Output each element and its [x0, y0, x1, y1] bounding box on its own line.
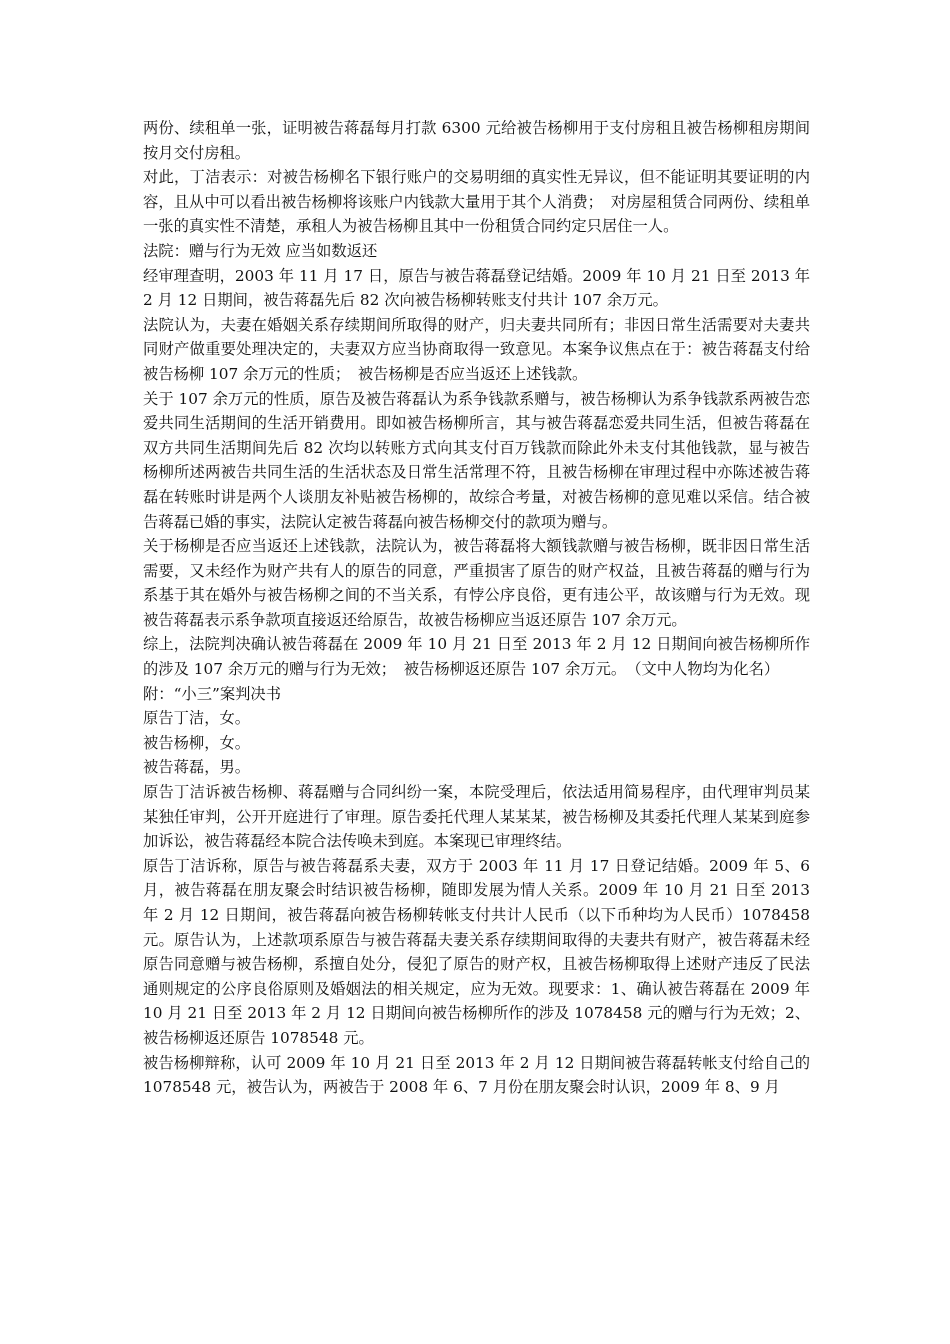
paragraph: 法院认为，夫妻在婚姻关系存续期间所取得的财产，归夫妻共同所有；非因日常生活需要对夫妻共同财产做重要处理决定的，夫妻双方应当协商取得一致意见。本案争议焦点在于：被告蒋磊支付给被告杨柳 107 余万元的性质； 被告杨柳是否应当返还上述钱款。: [143, 315, 810, 383]
paragraph: 被告杨柳辩称，认可 2009 年 10 月 21 日至 2013 年 2 月 12 日期间被告蒋磊转帐支付给自己的 1078548 元，被告认为，两被告于 2008 年 6、7 月份在朋友聚会时认识，2009 年 8、9 月: [143, 1053, 810, 1097]
paragraph: 对此，丁洁表示：对被告杨柳名下银行账户的交易明细的真实性无异议，但不能证明其要证明的内容，且从中可以看出被告杨柳将该账户内钱款大量用于其个人消费； 对房屋租赁合同两份、续租单一张的真实性不清楚，承租人为被告杨柳且其中一份租赁合同约定只居住一人。: [143, 168, 810, 236]
paragraph: 综上，法院判决确认被告蒋磊在 2009 年 10 月 21 日至 2013 年 2 月 12 日期间向被告杨柳所作的涉及 107 余万元的赠与行为无效； 被告杨柳返还原告 107 余万元。 （文中人物均为化名）: [143, 635, 810, 679]
paragraph: 经审理查明，2003 年 11 月 17 日，原告与被告蒋磊登记结婚。2009 年 10 月 21 日至 2013 年 2 月 12 日期间，被告蒋磊先后 82 次向被告杨柳转账支付共计 107 余万元。: [143, 266, 810, 310]
party-line: 被告杨柳，女。: [143, 733, 251, 752]
party-line: 被告蒋磊，男。: [143, 758, 251, 777]
section-heading: 附：“小三”案判决书: [143, 684, 282, 703]
section-heading: 法院：赠与行为无效 应当如数返还: [143, 241, 378, 260]
paragraph: 原告丁洁诉称，原告与被告蒋磊系夫妻，双方于 2003 年 11 月 17 日登记结婚。2009 年 5、6 月，被告蒋磊在朋友聚会时结识被告杨柳，随即发展为情人关系。2009 年 10 月 21 日至 2013 年 2 月 12 日期间，被告蒋磊向被告杨柳转帐支付共计人民币（以下币种均为人民币）1078458 元。原告认为，上述款项系原告与被告蒋磊夫妻关系存续期间取得的夫妻共有财产，被告蒋磊未经原告同意赠与被告杨柳，系擅自处分，侵犯了原告的财产权，且被告杨柳取得上述财产违反了民法通则规定的公序良俗原则及婚姻法的相关规定，应为无效。现要求：1、确认被告蒋磊在 2009 年 10 月 21 日至 2013 年 2 月 12 日期间向被告杨柳所作的涉及 1078458 元的赠与行为无效；2、被告杨柳返还原告 1078548 元。: [143, 856, 810, 1047]
paragraph: 两份、续租单一张，证明被告蒋磊每月打款 6300 元给被告杨柳用于支付房租且被告杨柳租房期间按月交付房租。: [143, 119, 810, 162]
document-body: [143, 116, 810, 1100]
paragraph: 关于杨柳是否应当返还上述钱款，法院认为，被告蒋磊将大额钱款赠与被告杨柳，既非因日常生活需要，又未经作为财产共有人的原告的同意，严重损害了原告的财产权益，且被告蒋磊的赠与行为系基于其在婚外与被告杨柳之间的不当关系，有悖公序良俗，更有违公平，故该赠与行为无效。现被告蒋磊表示系争款项直接返还给原告，故被告杨柳应当返还原告 107 余万元。: [143, 537, 810, 629]
paragraph: 原告丁洁诉被告杨柳、蒋磊赠与合同纠纷一案，本院受理后，依法适用简易程序，由代理审判员某某独任审判，公开开庭进行了审理。原告委托代理人某某某，被告杨柳及其委托代理人某某到庭参加诉讼，被告蒋磊经本院合法传唤未到庭。本案现已审理终结。: [143, 783, 810, 851]
paragraph: 关于 107 余万元的性质，原告及被告蒋磊认为系争钱款系赠与，被告杨柳认为系争钱款系两被告恋爱共同生活期间的生活开销费用。即如被告杨柳所言，其与被告蒋磊恋爱共同生活，但被告蒋磊在双方共同生活期间先后 82 次均以转账方式向其支付百万钱款而除此外未支付其他钱款，显与被告杨柳所述两被告共同生活的生活状态及日常生活常理不符，且被告杨柳在审理过程中亦陈述被告蒋磊在转账时讲是两个人谈朋友补贴被告杨柳的，故综合考量，对被告杨柳的意见难以采信。结合被告蒋磊已婚的事实，法院认定被告蒋磊向被告杨柳交付的款项为赠与。: [143, 389, 810, 531]
party-line: 原告丁洁，女。: [143, 709, 251, 728]
